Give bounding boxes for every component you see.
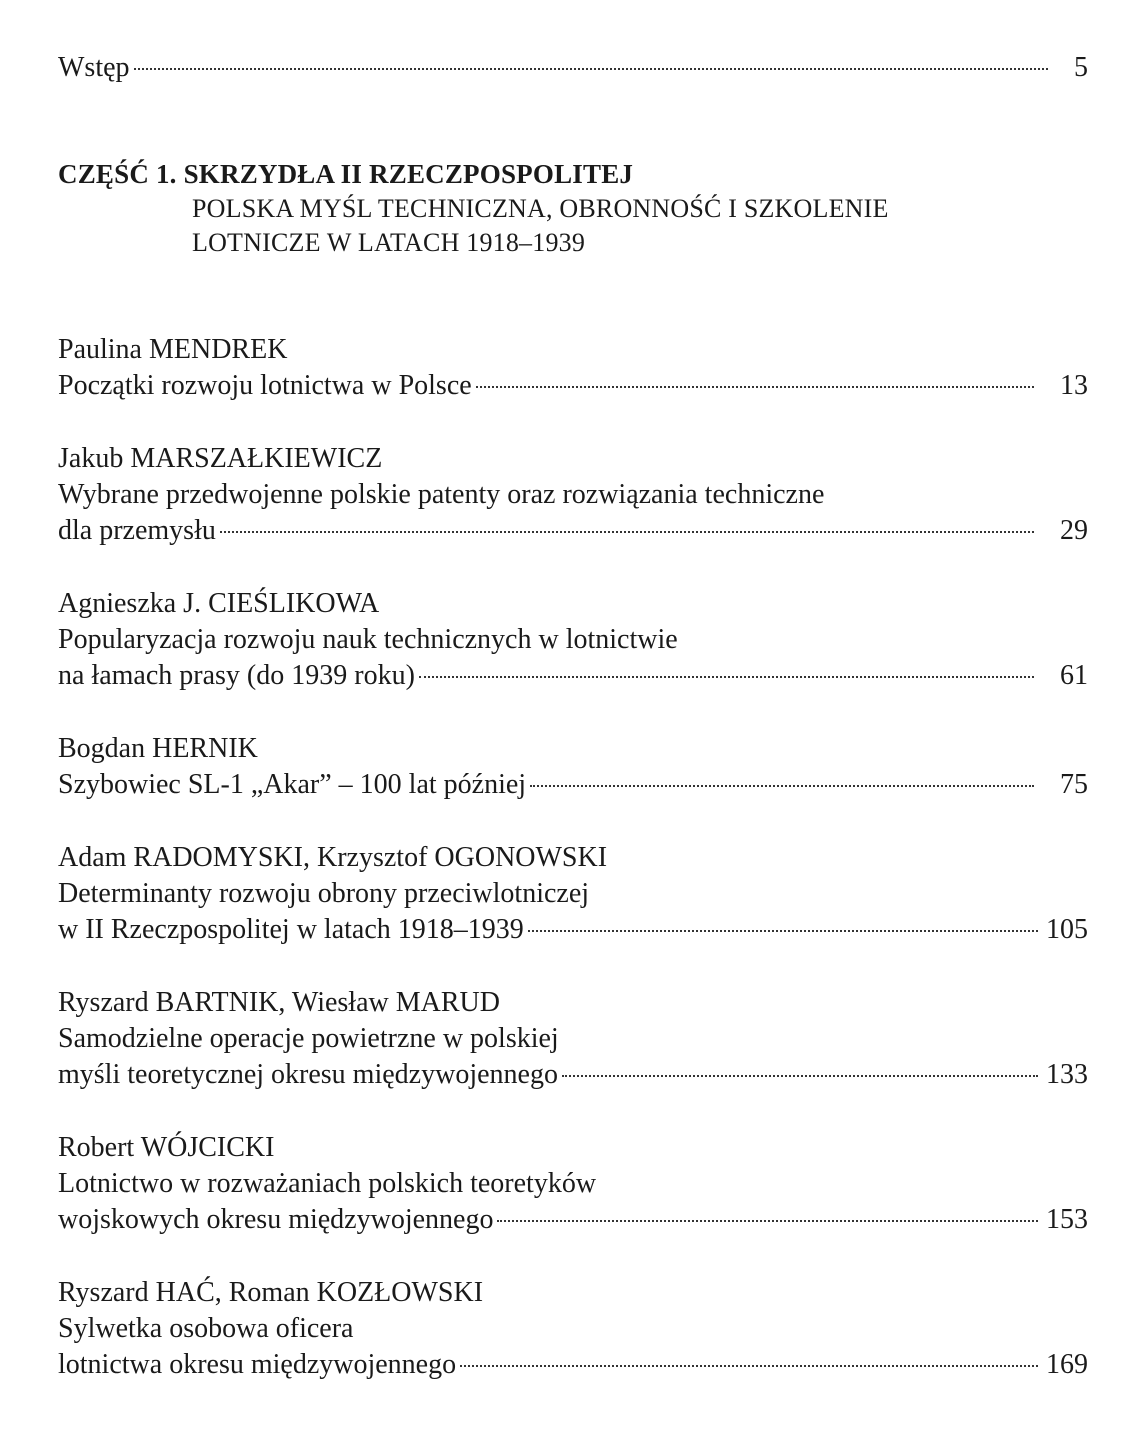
entry-title-line: Sylwetka osobowa oficera [58, 1313, 354, 1344]
part-heading: CZĘŚĆ 1. SKRZYDŁA II RZECZPOSPOLITEJ [58, 159, 634, 189]
dot-leader [528, 929, 1038, 932]
entry-title-text: na łamach prasy (do 1939 roku) [58, 660, 415, 691]
entry-title-last-line [58, 513, 1088, 549]
toc-entry [58, 441, 1088, 549]
dot-leader [497, 1219, 1038, 1222]
entry-title-text: lotnictwa okresu międzywojennego [58, 1349, 457, 1380]
dot-leader [419, 675, 1034, 678]
dot-leader [220, 530, 1034, 533]
entry-title-line: Samodzielne operacje powietrzne w polskiej [58, 1023, 559, 1054]
part-subtitle-line: POLSKA MYŚL TECHNICZNA, OBRONNOŚĆ I SZKOLENIE [192, 194, 889, 223]
entry-page-number: 29 [1060, 515, 1088, 546]
toc-entry [58, 1130, 1088, 1238]
entry-page-number: 105 [1046, 914, 1088, 945]
entry-page-number: 13 [1060, 370, 1088, 401]
entry-title-text: wojskowych okresu międzywojennego [58, 1204, 494, 1235]
toc-intro-label: Wstęp [58, 52, 130, 83]
toc-entry [58, 332, 1088, 404]
toc-entries [58, 332, 1088, 1383]
dot-leader [134, 67, 1048, 70]
entry-author: Ryszard BARTNIK, Wiesław MARUD [58, 987, 500, 1018]
toc-entry [58, 985, 1088, 1093]
part-header [58, 156, 1088, 260]
entry-title-last-line [58, 1347, 1088, 1383]
dot-leader [530, 784, 1034, 787]
entry-title-text: w II Rzeczpospolitej w latach 1918–1939 [58, 914, 524, 945]
entry-page-number: 169 [1046, 1349, 1088, 1380]
entry-page-number: 61 [1060, 660, 1088, 691]
entry-title-line: Determinanty rozwoju obrony przeciwlotniczej [58, 878, 590, 909]
entry-title-last-line [58, 767, 1088, 803]
part-subtitle-line: LOTNICZE W LATACH 1918–1939 [192, 228, 586, 257]
entry-title-text: myśli teoretycznej okresu międzywojennego [58, 1059, 558, 1090]
entry-title-line: Lotnictwo w rozważaniach polskich teoretyków [58, 1168, 597, 1199]
entry-author: Jakub MARSZAŁKIEWICZ [58, 443, 383, 474]
entry-title-text: dla przemysłu [58, 515, 216, 546]
entry-author: Bogdan HERNIK [58, 733, 258, 764]
entry-title-line: Popularyzacja rozwoju nauk technicznych w lotnictwie [58, 624, 678, 655]
toc-entry [58, 840, 1088, 948]
dot-leader [476, 385, 1034, 388]
entry-author: Robert WÓJCICKI [58, 1132, 275, 1163]
toc-entry [58, 586, 1088, 694]
entry-title-last-line [58, 1202, 1088, 1238]
toc-entry [58, 1275, 1088, 1383]
toc-intro-line [58, 50, 1088, 86]
toc-entry [58, 731, 1088, 803]
entry-author: Agnieszka J. CIEŚLIKOWA [58, 588, 380, 619]
entry-page-number: 133 [1046, 1059, 1088, 1090]
entry-title-last-line [58, 912, 1088, 948]
entry-author: Ryszard HAĆ, Roman KOZŁOWSKI [58, 1277, 484, 1308]
entry-author: Adam RADOMYSKI, Krzysztof OGONOWSKI [58, 842, 608, 873]
entry-page-number: 75 [1060, 769, 1088, 800]
entry-page-number: 153 [1046, 1204, 1088, 1235]
entry-title-last-line [58, 368, 1088, 404]
entry-title-last-line [58, 658, 1088, 694]
entry-title-text: Szybowiec SL-1 „Akar” – 100 lat później [58, 769, 527, 800]
dot-leader [562, 1074, 1038, 1077]
entry-title-last-line [58, 1057, 1088, 1093]
entry-title-text: Początki rozwoju lotnictwa w Polsce [58, 370, 472, 401]
entry-title-line: Wybrane przedwojenne polskie patenty oraz rozwiązania techniczne [58, 479, 825, 510]
entry-author: Paulina MENDREK [58, 334, 288, 365]
table-of-contents [58, 50, 1088, 1420]
dot-leader [460, 1364, 1038, 1367]
toc-intro-page: 5 [1074, 52, 1088, 83]
